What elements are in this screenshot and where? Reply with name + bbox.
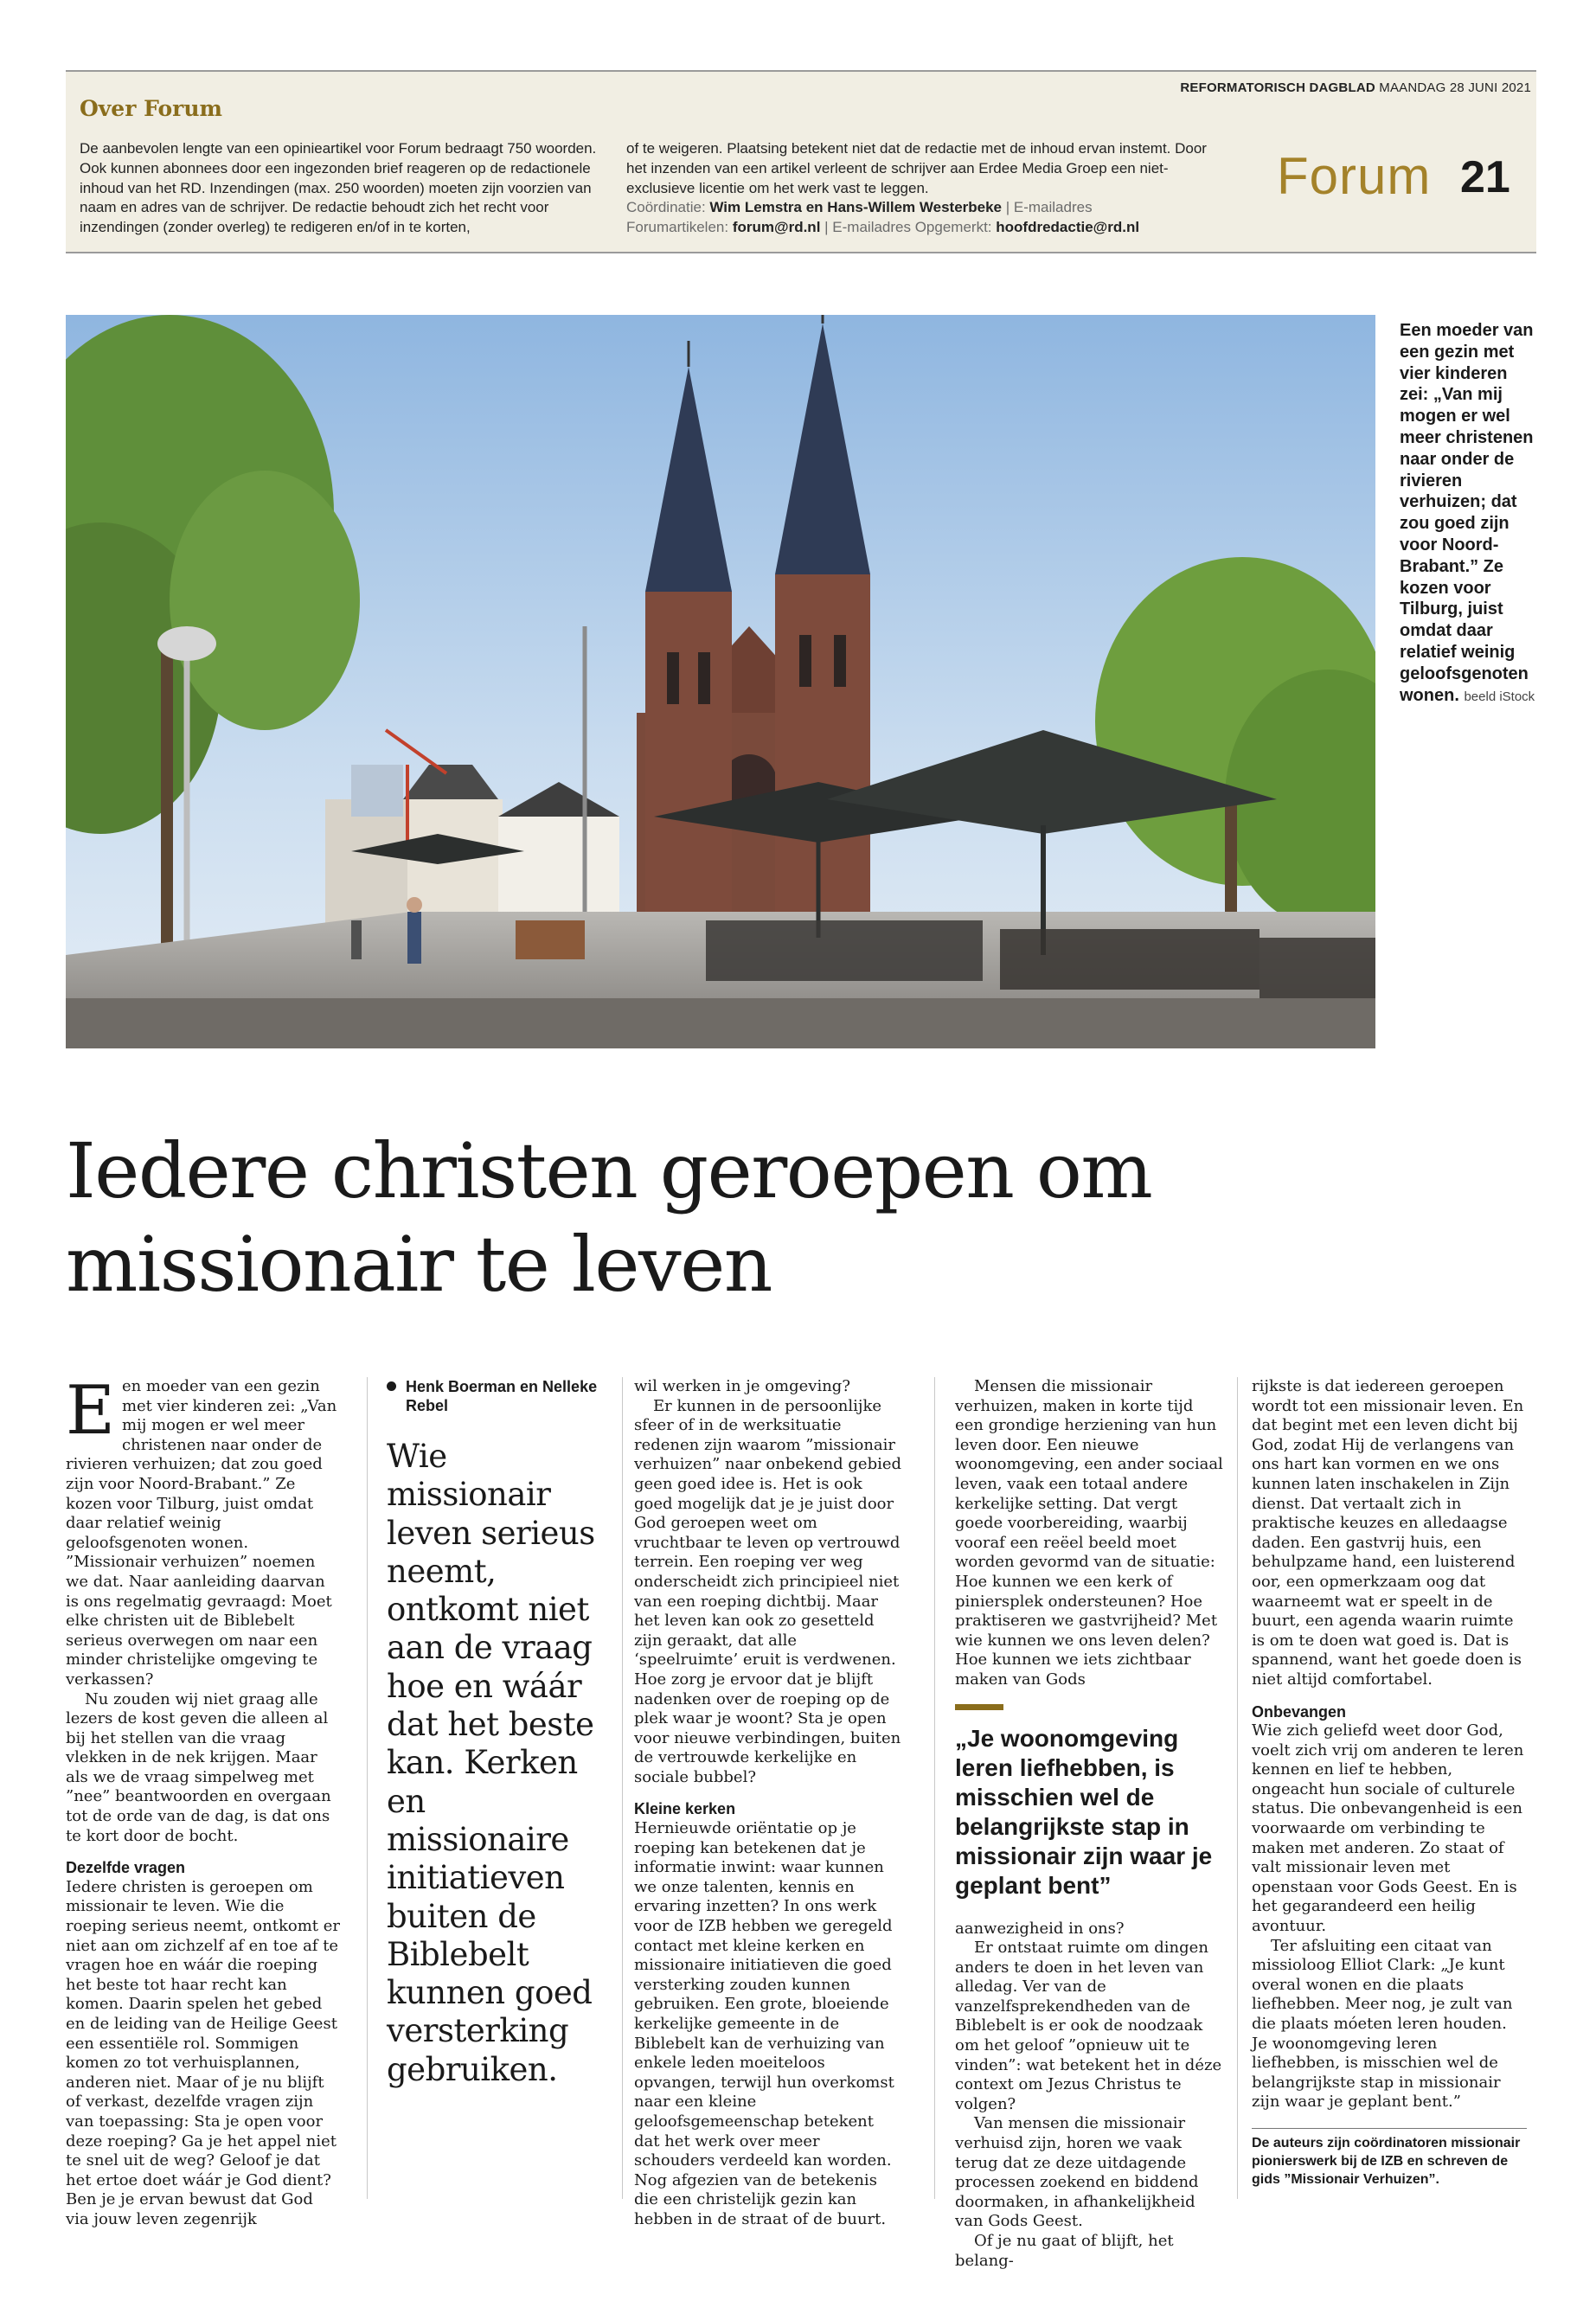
page-number: 21: [1460, 152, 1510, 202]
subheading-kleine-kerken: Kleine kerken: [634, 1800, 736, 1818]
paragraph: aanwezigheid in ons?: [955, 1919, 1125, 1938]
forum-email-link[interactable]: forum@rd.nl: [732, 219, 821, 236]
article-column-4: [955, 1377, 1225, 2271]
paragraph: Mensen die missionair verhuizen, maken in korte tijd een grondige herziening van hun leven door. Een nieuwe woonomgeving, een ander sociaal leven, vaak een totaal andere kerkelijke setting. Dat vergt goede voorbereiding, waarbij vooraf een reëel beeld moet worden gevormd van de situatie: Hoe kunnen we een kerk of piniersplek ondersteunen? Hoe praktiseren we gastvrijheid? Met wie kunnen we ons leven delen? Hoe kunnen we iets zichtbaar maken van Gods: [955, 1377, 1223, 1689]
church-photo-illustration: [66, 315, 1375, 1048]
email-label: | E-mailadres: [1005, 199, 1093, 216]
bio-divider: [1252, 2128, 1527, 2129]
paragraph: Van mensen die missionair verhuisd zijn, horen we vaak terug dat ze deze uitdagende processen zoekend en biddend doormaken, in afhankelijkheid van Gods Geest.: [955, 2114, 1199, 2231]
forum-info-mid: [626, 139, 1223, 238]
article-column-2: [387, 1377, 603, 2089]
author-names: Henk Boerman en Nelleke Rebel: [406, 1378, 598, 1414]
paragraph: Ter afsluiting een citaat van missioloog Elliot Clark: „Je kunt overal wonen en die plaats liefhebben. Meer nog, je zult van die plaats móeten leren houden. Je woonomgeving leren liefhebben, is misschien wel de belangrijkste stap in missionair zijn waar je geplant bent.”: [1252, 1936, 1513, 2112]
article-column-1: [66, 1372, 341, 2230]
forum-info-box: [66, 72, 1536, 253]
column-divider: [1237, 1377, 1238, 2199]
bullet-icon: [387, 1381, 396, 1391]
paragraph: Er ontstaat ruimte om dingen anders te doen in het leven van alledag. Ver van de vanzelfsprekendheden van de Biblebelt is er ook de noodzaak om het geloof ”opnieuw uit te vinden”: wat betekent het in déze context om Jezus Christus te volgen?: [955, 1939, 1222, 2113]
over-forum-title: Over Forum: [80, 96, 222, 121]
forum-articles-label: Forumartikelen:: [626, 219, 729, 236]
opgemerkt-email-link[interactable]: hoofdredactie@rd.nl: [996, 219, 1140, 236]
article-column-5: [1252, 1377, 1527, 2189]
author-bio: De auteurs zijn coördinatoren missionair pionierswerk bij de IZB en schreven de gids ”Missionair Verhuizen”.: [1252, 2135, 1521, 2187]
section-name: Forum: [1277, 147, 1432, 205]
photo-caption-text: Een moeder van een gezin met vier kinderen zei: „Van mij mogen er wel meer christenen naar onder de rivieren verhuizen; dat zou goed zijn voor Noord-Brabant.” Ze kozen voor Tilburg, juist omdat daar relatief weinig geloofsgenoten wonen.: [1400, 321, 1534, 705]
coord-label: Coördinatie:: [626, 199, 706, 216]
paper-name: REFORMATORISCH DAGBLAD: [1180, 80, 1375, 95]
coord-names: Wim Lemstra en Hans-Willem Westerbeke: [709, 199, 1003, 216]
paragraph: en moeder van een gezin met vier kinderen zei: „Van mij mogen er wel meer christenen naar onder de rivieren verhuizen; dat zou goed zijn voor Noord-Brabant.” Ze kozen voor Tilburg, juist omdat daar relatief weinig geloofsgenoten wonen. ”Missionair verhuizen” noemen we dat. Naar aanleiding daarvan is ons regelmatig gevraagd: Moet elke christen uit de Biblebelt serieus overwegen om naar een minder christelijke omgeving te verkassen?: [66, 1377, 337, 1689]
headline-line-1: Iedere christen geroepen om: [66, 1126, 1152, 1215]
pull-quote: Wie missionair leven serieus neemt, ontkomt niet aan de vraag hoe en wáár dat het beste kan. Kerken en missionaire initiatieven buiten de Biblebelt kunnen goed versterking gebruiken.: [387, 1438, 595, 2088]
subheading-onbevangen: Onbevangen: [1252, 1702, 1347, 1721]
paragraph: Iedere christen is geroepen om missionair te leven. Wie die roeping serieus neemt, ontkomt er niet aan om zichzelf af en toe af te vragen hoe en wáár die roeping het beste tot haar recht kan komen. Daarin spelen het gebed en de leiding van de Heilige Geest een essentiële rol. Sommigen komen zo tot verhuisplannen, anderen niet. Maar of je nu blijft of verkast, dezelfde vragen zijn van toepassing: Sta je open voor deze roeping? Ga je het appel niet te snel uit de weg? Geloof je dat het ertoe doet wáár je God dient? Ben je je ervan bewust dat God via jouw leven zegenrijk: [66, 1877, 340, 2228]
paragraph: wil werken in je omgeving?: [634, 1377, 850, 1395]
paragraph: Of je nu gaat of blijft, het belang-: [955, 2232, 1174, 2270]
forum-info-left: De aanbevolen lengte van een opinieartikel voor Forum bedraagt 750 woorden. Ook kunnen abonnees door een ingezonden brief reageren op de redactionele inhoud van het RD. Inzendingen (max. 250 woorden) moeten zijn voorzien van naam en adres van de schrijver. De redactie behoudt zich het recht voor inzendingen (zonder overleg) te redigeren en/of in te korten,: [80, 140, 597, 236]
photo-credit: beeld iStock: [1464, 689, 1535, 704]
headline-line-2: missionair te leven: [66, 1220, 772, 1309]
paragraph: Er kunnen in de persoonlijke sfeer of in de werksituatie redenen zijn waarom ”missionair verhuizen” naar onbekend gebied geen goed idee is. Het is ook goed mogelijk dat je je juist door God geroepen weet om vruchtbaar te leven op vertrouwd terrein. Een roeping ver weg onderscheidt zich principieel niet van een roeping dichtbij. Maar het leven kan ook zo gesetteld zijn geraakt, dat alle ‘speelruimte’ eruit is verdwenen. Hoe zorg je ervoor dat je blijft nadenken over de roeping op de plek waar je woont? Sta je open voor nieuwe verbindingen, buiten de vertrouwde kerkelijke en sociale bubbel?: [634, 1396, 902, 1786]
paragraph: Nu zouden wij niet graag alle lezers de kost geven die alleen al bij het stellen van die vraag vlekken in de nek krijgen. Maar als we de vraag simpelweg met ”nee” beantwoorden en overgaan tot de orde van de dag, is dat ons te kort door de bocht.: [66, 1689, 331, 1845]
paragraph: Hernieuwde oriëntatie op je roeping kan betekenen dat je informatie inwint: waar kunnen we onze talenten, kennis en ervaring inzetten? In ons werk voor de IZB hebben we geregeld contact met kleine kerken en missionaire initiatieven die goed versterking zouden kunnen gebruiken. Een grote, bloeiende kerkelijke gemeente in de Biblebelt kan de verhuizing van enkele leden moeiteloos opvangen, terwijl hun overkomst naar een kleine geloofsgemeenschap betekent dat het werk over meer schouders verdeeld kan worden. Nog afgezien van de betekenis die een christelijk gezin kan hebben in de straat of de buurt.: [634, 1819, 894, 2228]
photo-caption: [1400, 320, 1538, 708]
column-divider: [622, 1377, 623, 2199]
column-divider: [367, 1377, 368, 2199]
paper-dateline: [1180, 80, 1531, 95]
opgemerkt-label: | E-mailadres Opgemerkt:: [824, 219, 992, 236]
paragraph: Wie zich geliefd weet door God, voelt zich vrij om anderen te leren kennen en lief te hebben, ongeacht hun sociale of culturele status. Die onbevangenheid is een voorwaarde om verbinding te maken met anderen. Zo staat of valt missionair leven met openstaan voor Gods Geest. En is het gegarandeerd een heilig avontuur.: [1252, 1721, 1524, 1936]
subheading-dezelfde-vragen: Dezelfde vragen: [66, 1859, 186, 1877]
article-headline: [66, 1125, 1363, 1311]
paragraph: rijkste is dat iedereen geroepen wordt tot een missionair leven. En dat begint met een leven dicht bij God, zodat Hij de verlangens van ons hart kan vormen en we ons kunnen laten inschakelen in Zijn dienst. Dat vertaalt zich in praktische keuzes en alledaagse daden. Een gastvrij huis, een behulpzame hand, een luisterend oor, een opmerkzaam oog dat waarneemt wat er speelt in de buurt, een agenda waarin ruimte is om te doen wat goed is. Dat is spannend, want het goede doen is niet altijd comfortabel.: [1252, 1377, 1524, 1689]
pull-quote: „Je woonomgeving leren liefhebben, is misschien wel de belangrijkste stap in missionair zijn waar je geplant bent”: [955, 1724, 1213, 1899]
article-column-3: [634, 1377, 904, 2230]
forum-info-mid-text: of te weigeren. Plaatsing betekent niet dat de redactie met de inhoud ervan instemt. Door het inzenden van een artikel verleent de schrijver aan Erdee Media Groep een niet-exclusieve licentie om het werk vast te leggen.: [626, 140, 1207, 196]
column-divider: [934, 1377, 935, 2199]
church-square-photo: [66, 315, 1375, 1048]
paper-date: MAANDAG 28 JUNI 2021: [1379, 80, 1531, 95]
drop-cap: E: [66, 1372, 115, 1450]
author-byline: [387, 1377, 603, 1415]
quote-accent-bar: [955, 1704, 1003, 1710]
